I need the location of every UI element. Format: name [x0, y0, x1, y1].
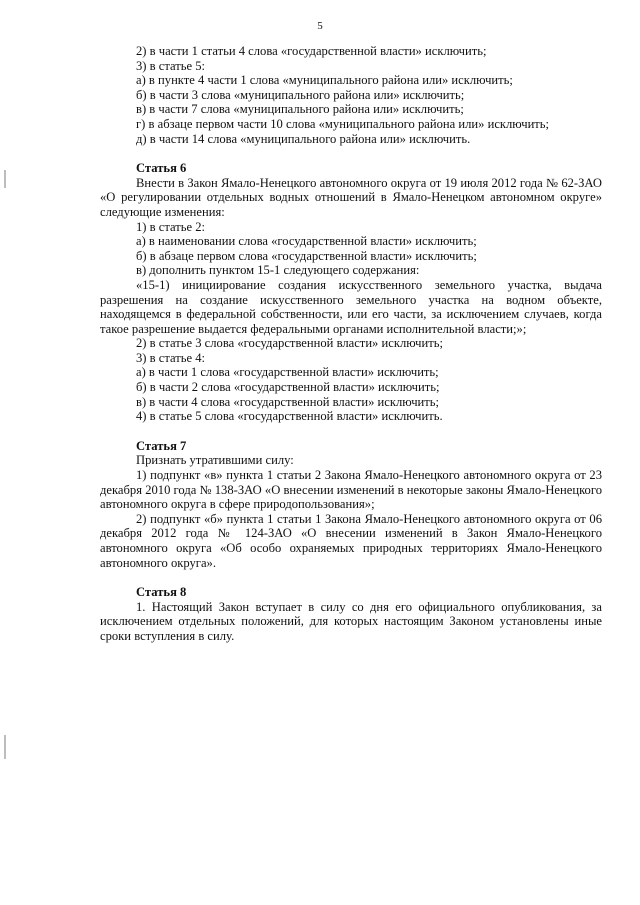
article6-item: в) в части 4 слова «государственной власти» исключить;	[136, 394, 440, 409]
article6-item: а) в наименовании слова «государственной власти» исключить;	[136, 234, 477, 249]
block1-item-3e: д) в части 14 слова «муниципального района или» исключить.	[136, 131, 471, 146]
article7-intro: Признать утратившими силу:	[136, 453, 294, 468]
scan-edge-mark-bottom	[4, 735, 6, 759]
article6-quote: «15-1) инициирование создания искусственного земельного участка, выдача разрешения на создание искусственного земельного участка на водном объекте, находящемся в федеральной собственности, или его части, за исключением случаев, когда такое разрешение выдается федеральными органами исполнительной власти;»;	[100, 277, 602, 336]
article6-item: 4) в статье 5 слова «государственной власти» исключить.	[136, 409, 443, 424]
article6-item: 2) в статье 3 слова «государственной власти» исключить;	[136, 336, 443, 351]
article8-heading: Статья 8	[136, 585, 187, 600]
article6-item: в) дополнить пунктом 15-1 следующего содержания:	[136, 263, 420, 278]
article8-text: 1. Настоящий Закон вступает в силу со дня его официального опубликования, за исключением отдельных положений, для которых настоящим Законом установлены иные сроки вступления в силу.	[100, 599, 602, 643]
page-number: 5	[317, 20, 323, 32]
block1-item-2: 2) в части 1 статьи 4 слова «государственной власти» исключить;	[136, 44, 487, 58]
block1-item-3: 3) в статье 5:	[136, 58, 206, 73]
article7-item-1: 1) подпункт «в» пункта 1 статьи 2 Закона Ямало-Ненецкого автономного округа от 23 декабря 2010 года № 138-ЗАО «О внесении изменений в некоторые законы Ямало-Ненецкого автономного округа в сфере природопользования»;	[100, 468, 602, 512]
article6-item: б) в абзаце первом слова «государственной власти» исключить;	[136, 248, 477, 263]
block1-item-3c: в) в части 7 слова «муниципального района или» исключить;	[136, 102, 464, 117]
document-body	[100, 44, 602, 644]
article6-intro: Внести в Закон Ямало-Ненецкого автономного округа от 19 июля 2012 года № 62-ЗАО «О регулировании отдельных водных отношений в Ямало-Ненецком автономном округе» следующие изменения:	[100, 175, 602, 219]
block1-item-3a: а) в пункте 4 части 1 слова «муниципального района или» исключить;	[136, 73, 513, 88]
article6-heading: Статья 6	[136, 161, 187, 176]
scan-edge-mark-top	[4, 170, 6, 188]
article7-item-2: 2) подпункт «б» пункта 1 статьи 1 Закона Ямало-Ненецкого автономного округа от 06 декабря 2012 года № 124-ЗАО «О внесении изменений в Закон Ямало-Ненецкого автономного округа «Об особо охраняемых природных территориях Ямало-Ненецкого автономного округа».	[100, 511, 602, 570]
article6-item: б) в части 2 слова «государственной власти» исключить;	[136, 380, 440, 395]
article6-item: 1) в статье 2:	[136, 219, 206, 234]
block1-item-3d: г) в абзаце первом части 10 слова «муниципального района или» исключить;	[136, 116, 550, 131]
article6-item: 3) в статье 4:	[136, 350, 206, 365]
block1-item-3b: б) в части 3 слова «муниципального района или» исключить;	[136, 87, 465, 102]
article6-item: а) в части 1 слова «государственной власти» исключить;	[136, 365, 439, 380]
article7-heading: Статья 7	[136, 438, 187, 453]
